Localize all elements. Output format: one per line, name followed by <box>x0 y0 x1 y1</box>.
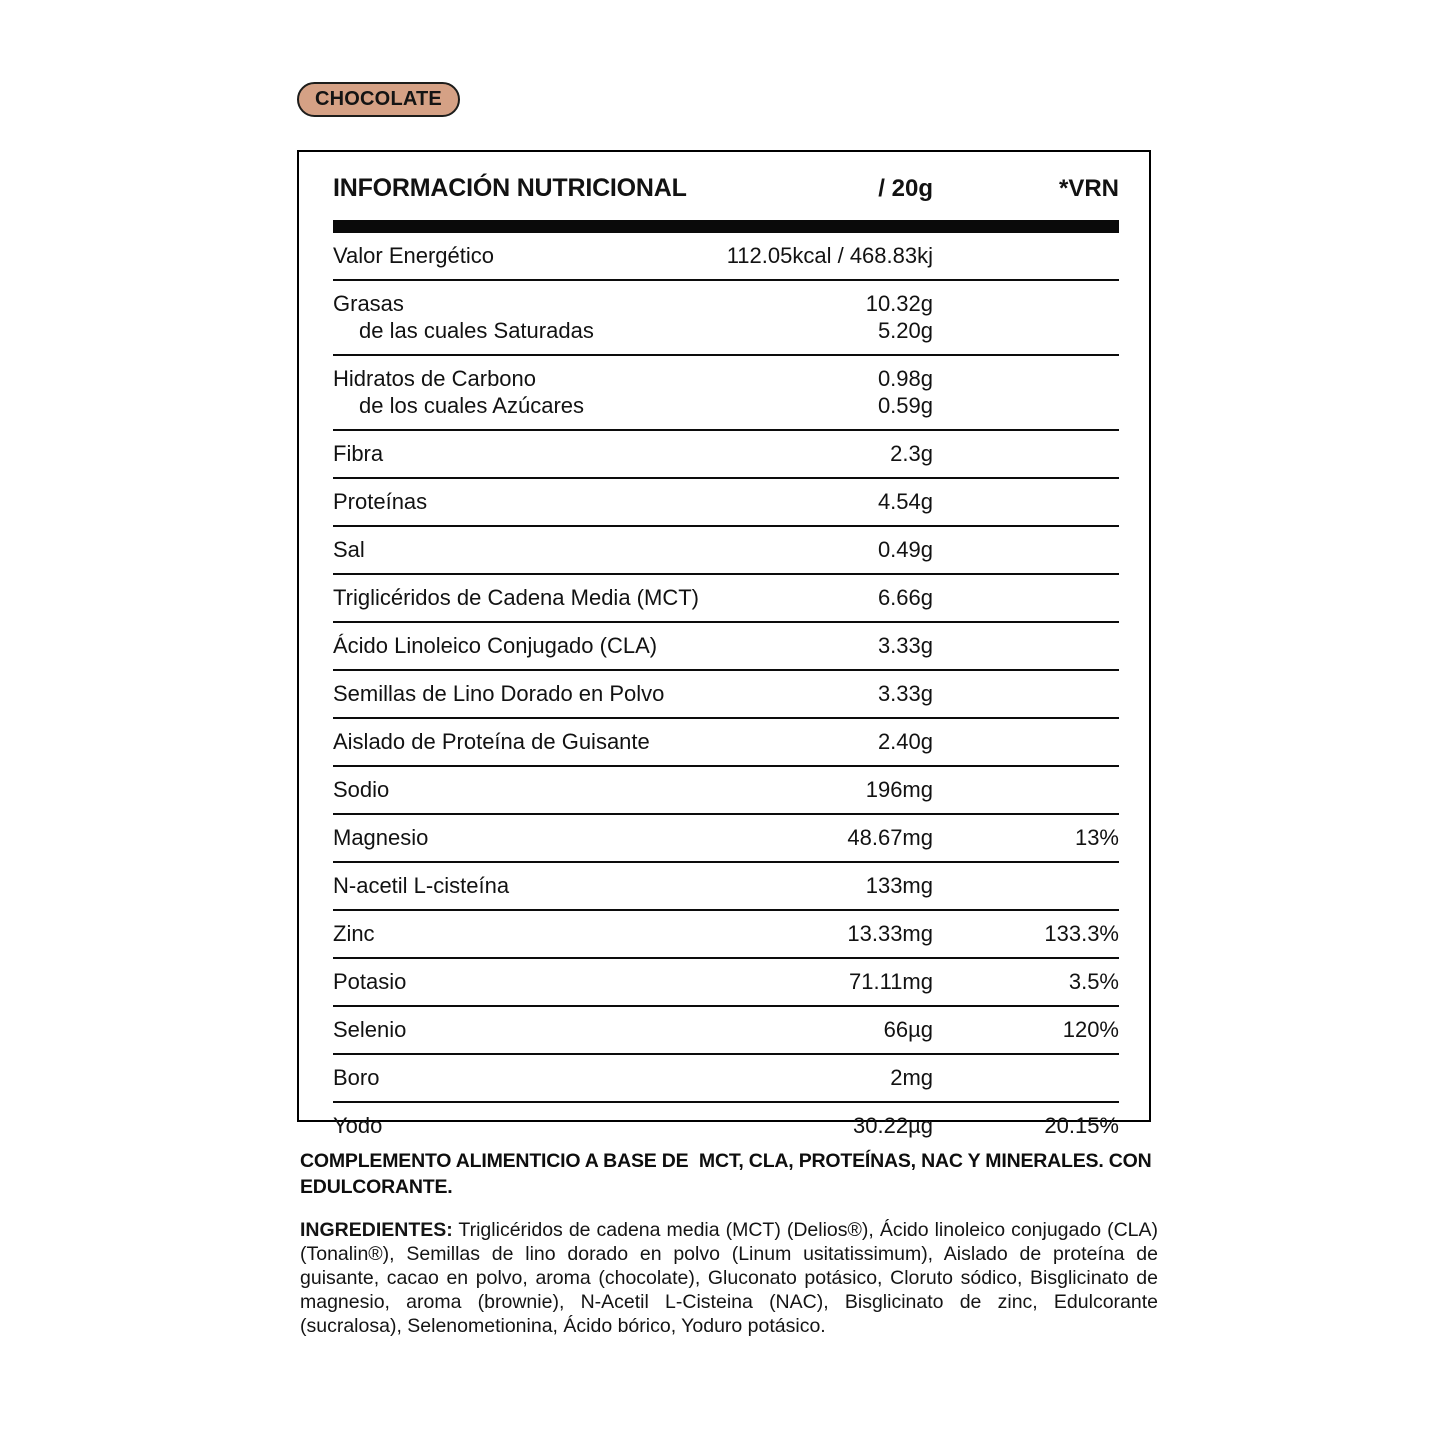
nutrient-label: Aislado de Proteína de Guisante <box>333 729 650 754</box>
nutrient-line <box>333 440 1119 467</box>
nutrient-value: 4.54g <box>877 489 933 514</box>
nutrient-label: Proteínas <box>333 489 428 514</box>
nutrient-row <box>333 356 1119 431</box>
nutrient-line <box>333 1016 1119 1043</box>
nutrient-value: 3.33g <box>877 633 933 658</box>
nutrient-line <box>333 584 1119 611</box>
nutrient-value: 2.40g <box>877 729 933 754</box>
nutrient-value: 5.20g <box>877 318 933 343</box>
nutrient-line <box>333 632 1119 659</box>
nutrient-label: de los cuales Azúcares <box>359 393 585 418</box>
nutrient-vrn-value: 120% <box>1062 1017 1119 1042</box>
nutrient-label: N-acetil L-cisteína <box>333 873 510 898</box>
nutrient-value: 2.3g <box>890 441 933 466</box>
nutrient-label: Zinc <box>333 921 375 946</box>
nutrient-label: Magnesio <box>333 825 429 850</box>
nutrient-label: Potasio <box>333 969 407 994</box>
nutrient-row <box>333 719 1119 767</box>
nutrient-value: 48.67mg <box>847 825 933 850</box>
nutrient-line <box>333 1064 1119 1091</box>
nutrition-facts-panel <box>297 150 1151 1138</box>
nutrient-row <box>333 233 1119 281</box>
nutrient-line <box>333 536 1119 563</box>
nutrient-label: Semillas de Lino Dorado en Polvo <box>333 681 665 706</box>
nutrient-line <box>333 290 1119 317</box>
ingredients-label: INGREDIENTES: <box>300 1219 453 1241</box>
nutrient-label: Ácido Linoleico Conjugado (CLA) <box>333 633 658 658</box>
nutrient-label: de las cuales Saturadas <box>359 318 594 343</box>
nutrient-label: Fibra <box>333 441 384 466</box>
nutrient-label: Grasas <box>333 291 404 316</box>
nutrient-line <box>333 776 1119 803</box>
nutrient-row <box>333 911 1119 959</box>
flavor-badge <box>297 82 460 117</box>
nutrient-row <box>333 623 1119 671</box>
nutrient-row <box>333 959 1119 1007</box>
nutrient-line <box>333 365 1119 392</box>
ingredients-paragraph <box>300 1218 1158 1338</box>
nutrient-row <box>333 431 1119 479</box>
nutrient-value: 133mg <box>865 873 933 898</box>
product-claim: COMPLEMENTO ALIMENTICIO A BASE DE MCT, CLA, PROTEÍNAS, NAC Y MINERALES. CON EDULCORANTE. <box>300 1150 1157 1198</box>
nutrient-label: Valor Energético <box>333 243 495 268</box>
nutrient-value: 30.22µg <box>853 1113 933 1138</box>
nutrient-label: Sodio <box>333 777 390 802</box>
nutrient-value: 6.66g <box>877 585 933 610</box>
nutrient-value: 0.59g <box>877 393 933 418</box>
nutrition-header <box>333 174 1119 203</box>
nutrient-vrn-value: 13% <box>1074 825 1119 850</box>
nutrient-value: 0.98g <box>877 366 933 391</box>
nutrient-value: 10.32g <box>865 291 933 316</box>
nutrient-row <box>333 281 1119 356</box>
nutrient-line <box>333 872 1119 899</box>
nutrient-vrn-value: 133.3% <box>1044 921 1119 946</box>
nutrient-row <box>333 1055 1119 1103</box>
ingredients-text: Triglicéridos de cadena media (MCT) (Delios®), Ácido linoleico conjugado (CLA) (Tonalin®), Semillas de lino dorado en polvo (Linum usitatissimum), Aislado de proteína de guisante, cacao en polvo, aroma (chocolate), Gluconato potásico, Cloruto sódico, Bisglicinato de magnesio, aroma (brownie), N-Acetil L-Cisteina (NAC), Bisglicinato de zinc, Edulcorante (sucralosa), Selenometionina, Ácido bórico, Yoduro potásico. <box>300 1219 1158 1337</box>
nutrient-value: 71.11mg <box>849 969 933 994</box>
nutrient-label: Triglicéridos de Cadena Media (MCT) <box>333 585 699 610</box>
nutrient-subline <box>333 317 1119 344</box>
nutrient-value: 2mg <box>890 1065 933 1090</box>
nutrient-line <box>333 728 1119 755</box>
nutrient-value: 13.33mg <box>847 921 933 946</box>
nutrient-line <box>333 680 1119 707</box>
nutrient-label: Boro <box>333 1065 380 1090</box>
nutrient-value: 66µg <box>883 1017 933 1042</box>
nutrient-row <box>333 575 1119 623</box>
nutrient-row <box>333 527 1119 575</box>
nutrient-row <box>333 1103 1119 1149</box>
nutrient-row <box>333 863 1119 911</box>
nutrient-label: Hidratos de Carbono <box>333 366 537 391</box>
nutrient-value: 0.49g <box>877 537 933 562</box>
nutrient-line <box>333 488 1119 515</box>
header-divider-bar <box>333 220 1119 233</box>
nutrient-vrn-value: 20.15% <box>1044 1113 1119 1138</box>
nutrient-row <box>333 1007 1119 1055</box>
nutrient-vrn-value: 3.5% <box>1068 969 1119 994</box>
nutrient-line <box>333 824 1119 851</box>
vrn-column-header: *VRN <box>1058 175 1119 202</box>
nutrient-value: 196mg <box>865 777 933 802</box>
nutrition-title: INFORMACIÓN NUTRICIONAL <box>333 174 687 202</box>
nutrient-value: 112.05kcal / 468.83kj <box>726 243 933 268</box>
nutrient-line <box>333 968 1119 995</box>
nutrient-line <box>333 1112 1119 1139</box>
nutrient-row <box>333 815 1119 863</box>
nutrient-value: 3.33g <box>877 681 933 706</box>
nutrient-row <box>333 767 1119 815</box>
flavor-badge-label: CHOCOLATE <box>315 88 442 110</box>
nutrient-label: Selenio <box>333 1017 407 1042</box>
serving-size-header: / 20g <box>878 175 933 202</box>
nutrient-row <box>333 671 1119 719</box>
nutrient-line <box>333 242 1119 269</box>
nutrient-label: Yodo <box>333 1113 383 1138</box>
nutrient-row <box>333 479 1119 527</box>
nutrient-line <box>333 920 1119 947</box>
nutrient-subline <box>333 392 1119 419</box>
nutrient-rows <box>333 233 1119 1149</box>
nutrient-label: Sal <box>333 537 365 562</box>
